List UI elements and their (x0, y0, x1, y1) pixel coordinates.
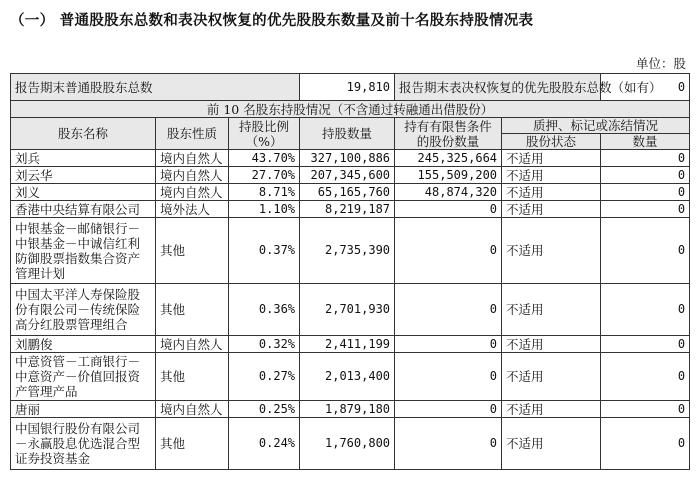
restricted-shares: 155,509,200 (395, 167, 502, 184)
pledged-count: 0 (601, 284, 690, 336)
holding-ratio: 0.27% (229, 353, 300, 401)
restricted-shares: 48,874,320 (395, 184, 502, 201)
shareholder-nature: 境内自然人 (156, 150, 229, 167)
shareholder-name: 刘兵 (11, 150, 156, 167)
holding-ratio: 0.37% (229, 218, 300, 284)
table-row (11, 336, 690, 353)
table-row (11, 218, 690, 284)
restricted-shares: 0 (395, 218, 502, 284)
pledged-count: 0 (601, 184, 690, 201)
table-row (11, 201, 690, 218)
table-row (11, 401, 690, 418)
top10-caption: 前 10 名股东持股情况（不含通过转融通出借股份） (11, 101, 690, 118)
table-row (11, 353, 690, 401)
share-status: 不适用 (502, 150, 601, 167)
total-common-value: 19,810 (300, 74, 395, 101)
share-status: 不适用 (502, 418, 601, 470)
share-status: 不适用 (502, 284, 601, 336)
shares-held: 2,411,199 (300, 336, 395, 353)
holding-ratio: 0.32% (229, 336, 300, 353)
unit-label: 单位：股 (635, 56, 686, 71)
shareholder-nature: 其他 (156, 418, 229, 470)
shareholder-name: 香港中央结算有限公司 (11, 201, 156, 218)
restricted-shares: 0 (395, 284, 502, 336)
restricted-shares: 0 (395, 353, 502, 401)
table-row (11, 418, 690, 470)
holding-ratio: 0.36% (229, 284, 300, 336)
shareholder-nature: 境内自然人 (156, 167, 229, 184)
restricted-shares: 0 (395, 418, 502, 470)
shareholder-nature: 境内自然人 (156, 184, 229, 201)
shares-held: 327,100,886 (300, 150, 395, 167)
shares-held: 2,735,390 (300, 218, 395, 284)
pledged-count: 0 (601, 201, 690, 218)
shareholder-name: 刘义 (11, 184, 156, 201)
shareholder-name: 刘鹏俊 (11, 336, 156, 353)
top10-caption-row (11, 101, 690, 118)
shareholder-name: 唐丽 (11, 401, 156, 418)
shareholder-name: 中意资管－工商银行－中意资产－价值回报资产管理产品 (11, 353, 156, 401)
shareholder-name: 中国太平洋人寿保险股份有限公司－传统保险高分红股票管理组合 (11, 284, 156, 336)
total-pref-label: 报告期末表决权恢复的优先股股东总数（如有） (395, 74, 601, 101)
header-shares: 持股数量 (300, 118, 395, 150)
shareholder-nature: 其他 (156, 353, 229, 401)
table-row (11, 284, 690, 336)
section-title: （一） 普通股股东总数和表决权恢复的优先股股东数量及前十名股东持股情况表 (10, 13, 534, 29)
table-row (11, 167, 690, 184)
pledged-count: 0 (601, 218, 690, 284)
holding-ratio: 8.71% (229, 184, 300, 201)
shareholder-nature: 其他 (156, 284, 229, 336)
holding-ratio: 43.70% (229, 150, 300, 167)
holding-ratio: 0.25% (229, 401, 300, 418)
share-status: 不适用 (502, 401, 601, 418)
table-row (11, 150, 690, 167)
pledged-count: 0 (601, 353, 690, 401)
shareholder-nature: 境内自然人 (156, 336, 229, 353)
header-name: 股东名称 (11, 118, 156, 150)
pledged-count: 0 (601, 418, 690, 470)
total-pref-value: 0 (601, 74, 690, 101)
pledged-count: 0 (601, 150, 690, 167)
header-restricted: 持有有限售条件的股份数量 (395, 118, 502, 150)
shareholder-name: 刘云华 (11, 167, 156, 184)
header-count: 数量 (601, 134, 690, 150)
share-status: 不适用 (502, 218, 601, 284)
share-status: 不适用 (502, 184, 601, 201)
header-status: 股份状态 (502, 134, 601, 150)
share-status: 不适用 (502, 167, 601, 184)
restricted-shares: 0 (395, 336, 502, 353)
restricted-shares: 0 (395, 201, 502, 218)
shares-held: 65,165,760 (300, 184, 395, 201)
holding-ratio: 1.10% (229, 201, 300, 218)
total-common-label: 报告期末普通股股东总数 (11, 74, 300, 101)
pledged-count: 0 (601, 336, 690, 353)
pledged-count: 0 (601, 401, 690, 418)
holding-ratio: 0.24% (229, 418, 300, 470)
holding-ratio: 27.70% (229, 167, 300, 184)
pledged-count: 0 (601, 167, 690, 184)
shares-held: 1,760,800 (300, 418, 395, 470)
shares-held: 2,013,400 (300, 353, 395, 401)
header-ratio: 持股比例（%） (229, 118, 300, 150)
shareholder-nature: 其他 (156, 218, 229, 284)
header-row-1 (11, 118, 690, 134)
shareholder-nature: 境外法人 (156, 201, 229, 218)
header-nature: 股东性质 (156, 118, 229, 150)
shareholder-name: 中银基金－邮储银行－中银基金－中诚信红利防御股票指数集合资产管理计划 (11, 218, 156, 284)
share-status: 不适用 (502, 353, 601, 401)
summary-row (11, 74, 690, 101)
restricted-shares: 245,325,664 (395, 150, 502, 167)
shares-held: 2,701,930 (300, 284, 395, 336)
shareholder-nature: 境内自然人 (156, 401, 229, 418)
shareholder-table (10, 73, 690, 470)
share-status: 不适用 (502, 336, 601, 353)
share-status: 不适用 (502, 201, 601, 218)
shareholder-name: 中国银行股份有限公司－永赢股息优选混合型证券投资基金 (11, 418, 156, 470)
shares-held: 8,219,187 (300, 201, 395, 218)
shares-held: 1,879,180 (300, 401, 395, 418)
shares-held: 207,345,600 (300, 167, 395, 184)
header-pledge-group: 质押、标记或冻结情况 (502, 118, 690, 134)
restricted-shares: 0 (395, 401, 502, 418)
table-row (11, 184, 690, 201)
